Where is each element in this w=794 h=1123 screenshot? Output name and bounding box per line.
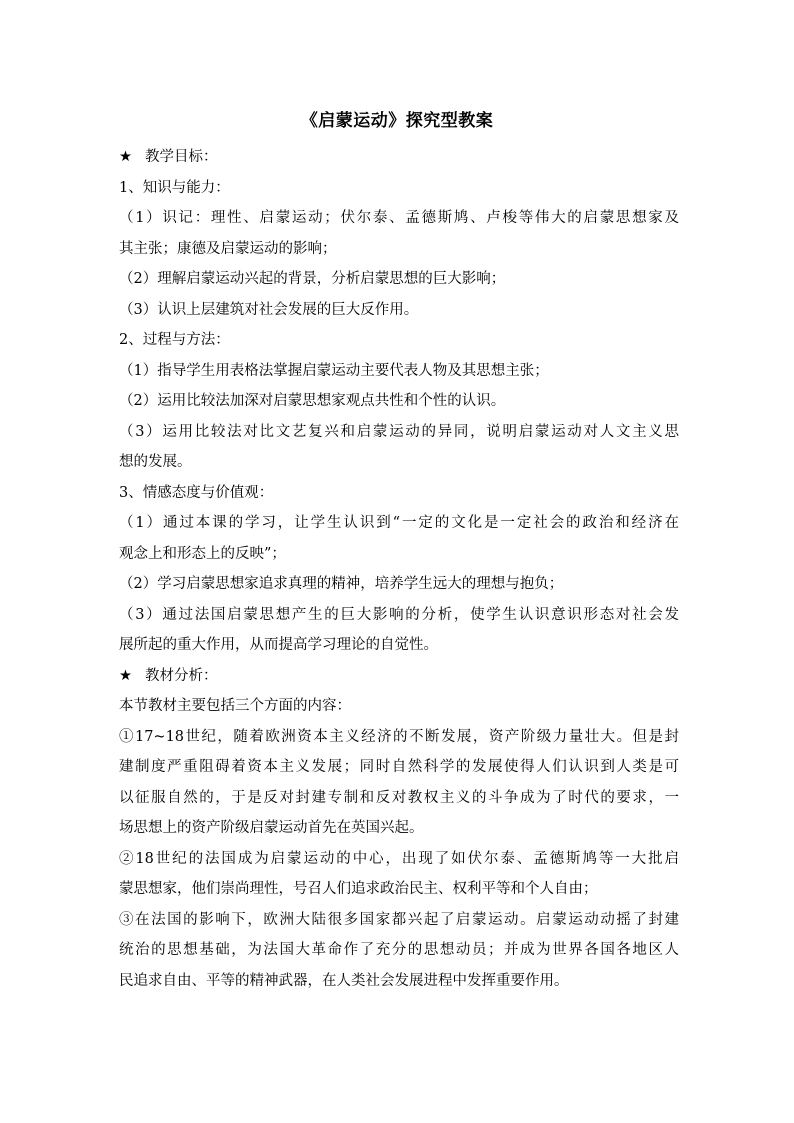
paragraph-line: ①17~18世纪，随着欧洲资本主义经济的不断发展，资产阶级力量壮大。但是封 — [119, 728, 679, 745]
paragraph-line: ③在法国的影响下，欧洲大陆很多国家都兴起了启蒙运动。启蒙运动动摇了封建 — [119, 911, 679, 928]
list-item — [119, 600, 679, 661]
list-item — [119, 905, 679, 997]
section-heading-goals: ★ 教学目标： — [119, 142, 679, 173]
list-item: （2）理解启蒙运动兴起的背景，分析启蒙思想的巨大影响； — [119, 271, 506, 287]
document-title: 《启蒙运动》探究型教案 — [300, 111, 494, 131]
star-bullet-icon: ★ — [119, 149, 132, 165]
subsection-title: 1、知识与能力： — [119, 179, 230, 196]
paragraph-line: （3）通过法国启蒙思想产生的巨大影响的分析，使学生认识意识形态对社会发 — [119, 606, 679, 623]
paragraph-line: 其主张；康德及启蒙运动的影响； — [119, 240, 337, 257]
list-item — [119, 508, 679, 569]
paragraph-line: 建制度严重阻碍着资本主义发展；同时自然科学的发展使得人们认识到人类是可 — [119, 759, 679, 775]
list-item — [119, 722, 679, 844]
paragraph-line: 统治的思想基础，为法国大革命作了充分的思想动员；并成为世界各国各地区人 — [119, 942, 679, 958]
list-item — [119, 203, 679, 264]
list-item: （3）认识上层建筑对社会发展的巨大反作用。 — [119, 301, 419, 318]
paragraph-line: 展所起的重大作用，从而提高学习理论的自觉性。 — [119, 637, 438, 653]
paragraph-line: （1）识记：理性、启蒙运动；伏尔泰、孟德斯鸠、卢梭等伟大的启蒙思想家及 — [119, 210, 679, 226]
document-body — [119, 142, 679, 996]
list-item — [119, 844, 679, 905]
subsection-title: 2、过程与方法： — [119, 332, 230, 348]
subsection-title: 3、情感态度与价值观： — [119, 484, 274, 501]
star-bullet-icon: ★ — [119, 667, 132, 684]
list-item — [119, 417, 679, 478]
section-heading-textbook: ★ 教材分析： — [119, 661, 679, 692]
list-item: （1）指导学生用表格法掌握启蒙运动主要代表人物及其思想主张； — [119, 362, 549, 379]
paragraph-line: 民追求自由、平等的精神武器，在人类社会发展进程中发挥重要作用。 — [119, 972, 569, 989]
paragraph-line: （3）运用比较法对比文艺复兴和启蒙运动的异同，说明启蒙运动对人文主义思 — [119, 423, 679, 440]
list-item: （2）学习启蒙思想家追求真理的精神，培养学生远大的理想与抱负； — [119, 576, 564, 592]
paragraph-line: 想的发展。 — [119, 454, 192, 470]
paragraph-line: 蒙思想家，他们崇尚理性，号召人们追求政治民主、权利平等和个人自由； — [119, 881, 598, 897]
paragraph-line: 以征服自然的，于是反对封建专制和反对教权主义的斗争成为了时代的要求，一 — [119, 789, 679, 806]
paragraph-line: 场思想上的资产阶级启蒙运动首先在英国兴起。 — [119, 820, 424, 836]
list-item: （2）运用比较法加深对启蒙思想家观点共性和个性的认识。 — [119, 393, 506, 409]
paragraph-line: （1）通过本课的学习，让学生认识到“一定的文化是一定社会的政治和经济在 — [119, 515, 679, 531]
section-intro: 本节教材主要包括三个方面的内容： — [119, 698, 351, 714]
paragraph-line: ②18世纪的法国成为启蒙运动的中心，出现了如伏尔泰、孟德斯鸠等一大批启 — [119, 850, 679, 867]
paragraph-line: 观念上和形态上的反映”； — [119, 545, 286, 562]
